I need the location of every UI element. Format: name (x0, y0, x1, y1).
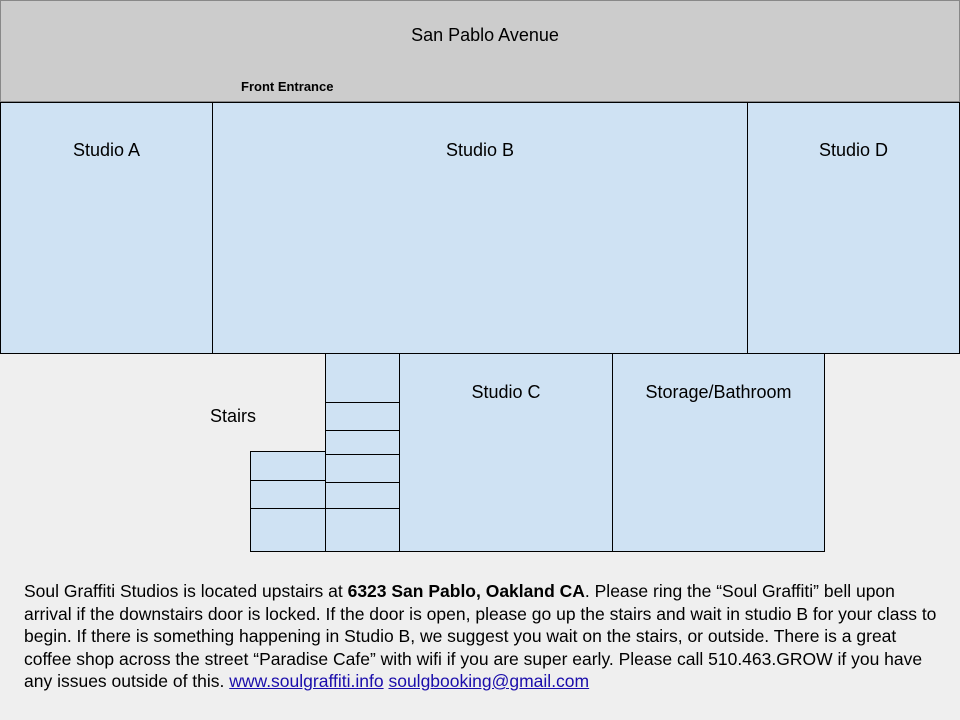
stair-step (325, 482, 400, 509)
front-entrance-label: Front Entrance (241, 79, 334, 94)
stair-step (250, 451, 326, 481)
email-link[interactable]: soulgbooking@gmail.com (388, 671, 590, 691)
stair-step (325, 402, 400, 431)
info-text-body: . Please ring the “Soul Graffiti” bell upon arrival if the downstairs door is locked. If the door is open, please go up the stairs and wait in studio B for your class to begin. If there is something happening in Studio B, we suggest you wait on the stairs, or outside. There is a great coffee shop across the street “Paradise Cafe” with wifi if you are super early. Please call 510.463.GROW if you have any issues outside of this. (24, 581, 937, 691)
address: 6323 San Pablo, Oakland CA (347, 581, 585, 601)
studio-c-label: Studio C (471, 382, 541, 402)
stair-step (325, 353, 400, 403)
stair-step (325, 430, 400, 455)
studio-b-label: Studio B (445, 140, 515, 160)
studio-d (747, 102, 960, 354)
website-link[interactable]: www.soulgraffiti.info (229, 671, 384, 691)
studio-d-label: Studio D (818, 140, 889, 160)
studio-c (399, 353, 613, 552)
directions-text (24, 580, 944, 693)
stair-step (250, 508, 326, 552)
studio-a (0, 102, 213, 354)
storage-bathroom-label: Storage/Bathroom (645, 382, 792, 402)
street-area (0, 0, 960, 102)
street-name: San Pablo Avenue (411, 25, 559, 45)
stair-step (250, 480, 326, 509)
storage-bathroom (612, 353, 825, 552)
info-text-intro: Soul Graffiti Studios is located upstairs at (24, 581, 348, 601)
studio-a-label: Studio A (72, 140, 141, 160)
studio-b (212, 102, 748, 354)
stair-step (325, 508, 400, 552)
stair-step (325, 454, 400, 483)
stairs-label: Stairs (210, 406, 257, 426)
